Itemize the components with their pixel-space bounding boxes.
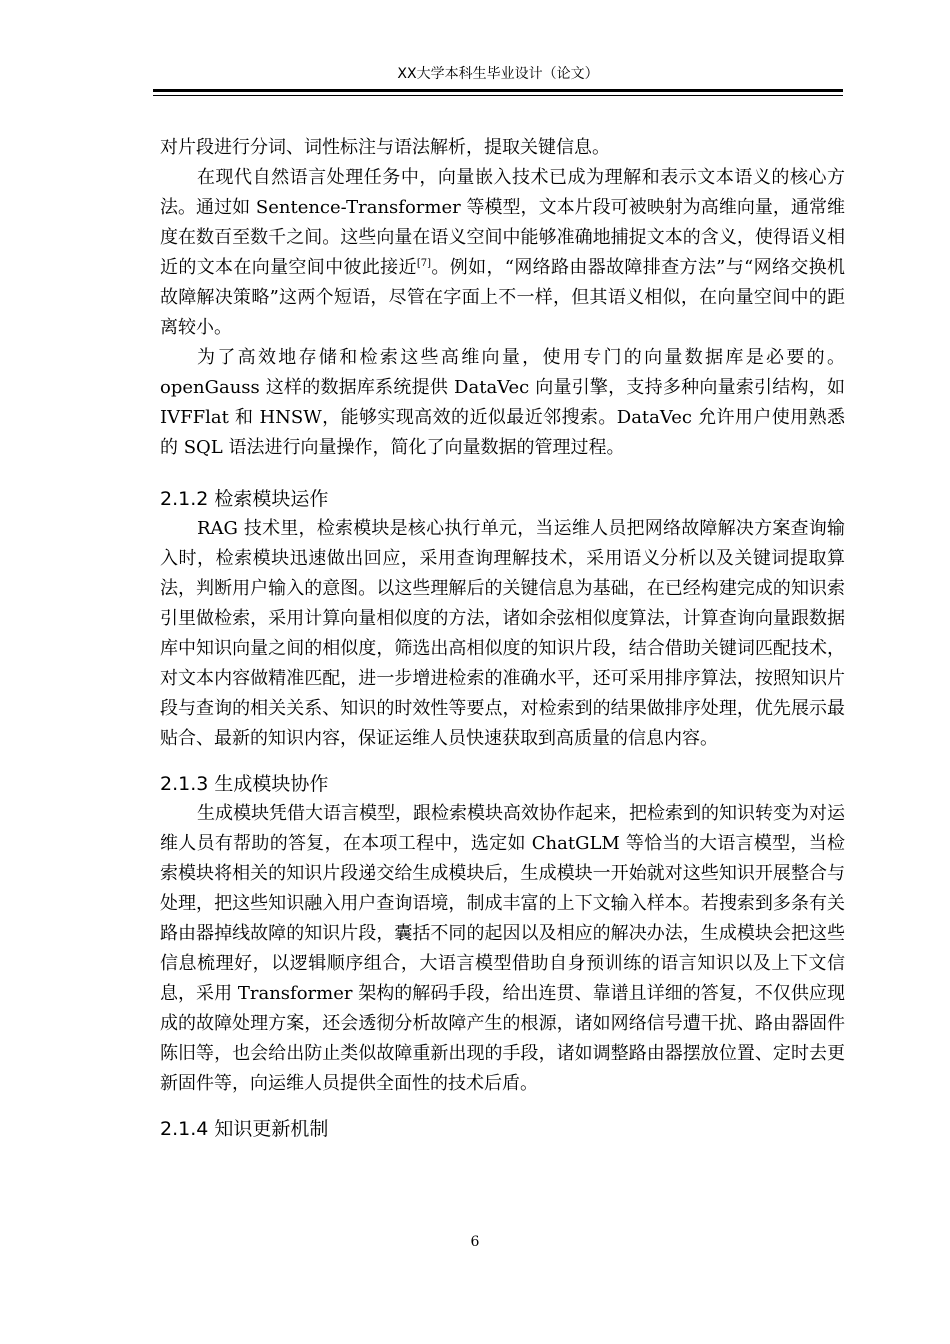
page-number: 6 [470, 1234, 480, 1250]
header-rule-thick [153, 89, 843, 92]
citation: [7] [416, 258, 432, 269]
section-heading-2-1-3: 2.1.3 生成模块协作 [160, 773, 329, 795]
paragraph-continuation: 对片段进行分词、词性标注与语法解析，提取关键信息。 [160, 137, 610, 158]
paragraph-text: 。例如，“网络路由器故障排查方法”与“网络交换机故障解决策略”这两个短语，尽管在字面上不一样，但其语义相似，在向量空间中的距离较小。 [160, 257, 845, 338]
section-heading-2-1-4: 2.1.4 知识更新机制 [160, 1118, 329, 1140]
body-content [160, 133, 845, 1144]
paragraph-retrieval-module: RAG 技术里，检索模块是核心执行单元，当运维人员把网络故障解决方案查询输入时，检索模块迅速做出回应，采用查询理解技术，采用语义分析以及关键词提取算法，判断用户输入的意图。以这些理解后的关键信息为基础，在已经构建完成的知识索引里做检索，采用计算向量相似度的方法，诸如余弦相似度算法，计算查询向量跟数据库中知识向量之间的相似度，筛选出高相似度的知识片段，结合借助关键词匹配技术，对文本内容做精准匹配，进一步增进检索的准确水平，还可采用排序算法，按照知识片段与查询的相关关系、知识的时效性等要点，对检索到的结果做排序处理，优先展示最贴合、最新的知识内容，保证运维人员快速获取到高质量的信息内容。 [160, 518, 845, 749]
paragraph-vector-embedding [160, 163, 845, 343]
header-rule-thin [153, 95, 843, 96]
paragraph-generation-module: 生成模块凭借大语言模型，跟检索模块高效协作起来，把检索到的知识转变为对运维人员有帮助的答复，在本项工程中，选定如 ChatGLM 等恰当的大语言模型，当检索模块将相关的知识片段递交给生成模块后，生成模块一开始就对这些知识开展整合与处理，把这些知识融入用户查询语境，制成丰富的上下文输入样本。若搜索到多条有关路由器掉线故障的知识片段，囊括不同的起因以及相应的解决办法，生成模块会把这些信息梳理好，以逻辑顺序组合，大语言模型借助自身预训练的语言知识以及上下文信息，采用 Transformer 架构的解码手段，给出连贯、靠谱且详细的答复，不仅供应现成的故障处理方案，还会透彻分析故障产生的根源，诸如网络信号遭干扰、路由器固件陈旧等，也会给出防止类似故障重新出现的手段，诸如调整路由器摆放位置、定时去更新固件等，向运维人员提供全面性的技术后盾。 [160, 803, 845, 1094]
paragraph-text: 在现代自然语言处理任务中，向量嵌入技术已成为理解和表示文本语义的核心方法。通过如 Sentence-Transformer 等模型，文本片段可被映射为高维向量，通常维度在数百至数千之间。这些向量在语义空间中能够准确地捕捉文本的含义，使得语义相近的文本在向量空间中彼此接近 [160, 167, 845, 278]
running-header: XX大学本科生毕业设计（论文） [397, 66, 599, 82]
section-heading-2-1-2: 2.1.2 检索模块运作 [160, 488, 329, 510]
paragraph-vector-database: 为了高效地存储和检索这些高维向量，使用专门的向量数据库是必要的。openGauss 这样的数据库系统提供 DataVec 向量引擎，支持多种向量索引结构，如 IVFFlat 和 HNSW，能够实现高效的近似最近邻搜索。DataVec 允许用户使用熟悉的 SQL 语法进行向量操作，简化了向量数据的管理过程。 [160, 347, 845, 458]
